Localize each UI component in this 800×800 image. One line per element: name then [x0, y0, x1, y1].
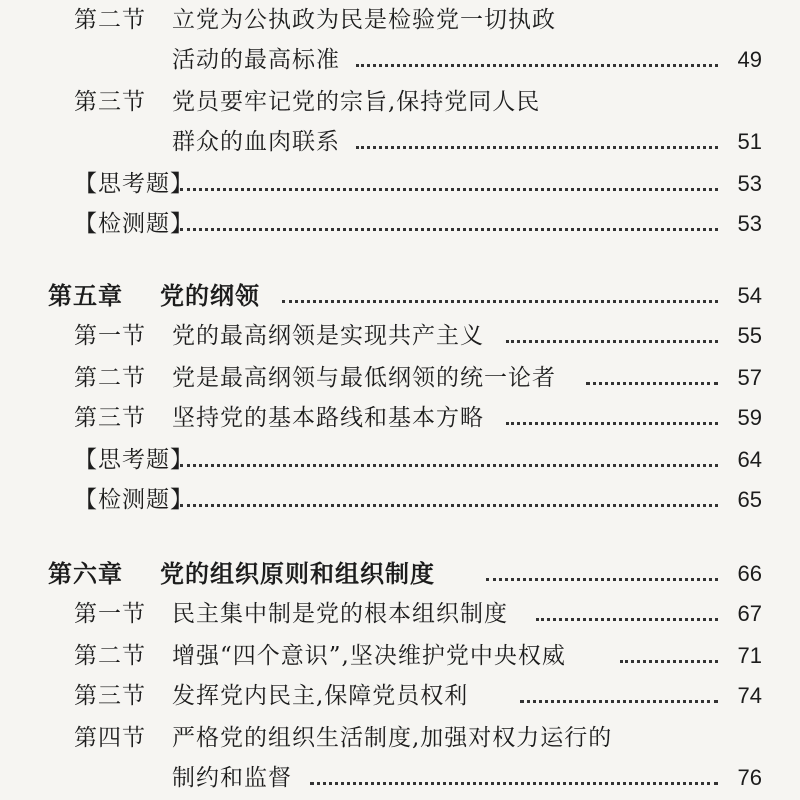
page-number: 71: [737, 643, 762, 668]
leader-dots: [180, 188, 718, 191]
toc-line-sec-2-ch5: [0, 362, 800, 394]
page-number: 64: [737, 447, 762, 472]
toc-line-thinking-questions-ch4: [0, 168, 800, 200]
leader-dots: [486, 578, 718, 581]
section-number: 第二节: [74, 365, 146, 391]
toc-line-sec-2-ch4-cont: [0, 44, 800, 76]
toc-line-test-questions-ch5: [0, 484, 800, 516]
section-title: 党员要牢记党的宗旨,保持党同人民: [172, 89, 541, 115]
leader-dots: [180, 228, 718, 231]
toc-line-sec-2-ch4: [0, 4, 800, 36]
page-number: 65: [737, 487, 762, 512]
toc-line-sec-3-ch4: [0, 86, 800, 118]
section-number: 第三节: [74, 683, 146, 709]
chapter-number: 第六章: [48, 560, 123, 588]
toc-line-sec-3-ch6: [0, 680, 800, 712]
test-questions-label: 【检测题】: [74, 211, 194, 237]
chapter-title: 党的纲领: [160, 282, 260, 310]
leader-dots: [620, 660, 718, 663]
page-number: 67: [737, 601, 762, 626]
section-number: 第一节: [74, 323, 146, 349]
section-number: 第三节: [74, 405, 146, 431]
leader-dots: [506, 340, 718, 343]
chapter-number: 第五章: [48, 282, 123, 310]
chapter-title: 党的组织原则和组织制度: [160, 560, 435, 588]
leader-dots: [586, 382, 718, 385]
section-title: 党的最高纲领是实现共产主义: [172, 323, 484, 349]
page-number: 57: [737, 365, 762, 390]
toc-line-sec-2-ch6: [0, 640, 800, 672]
toc-line-chapter-5: [0, 280, 800, 312]
page-number: 76: [737, 765, 762, 790]
toc-line-sec-4-ch6: [0, 722, 800, 754]
section-title: 民主集中制是党的根本组织制度: [172, 601, 508, 627]
page-number: 53: [737, 171, 762, 196]
page-number: 74: [737, 683, 762, 708]
leader-dots: [180, 504, 718, 507]
section-title: 坚持党的基本路线和基本方略: [172, 405, 484, 431]
section-title-continued: 群众的血肉联系: [172, 129, 340, 155]
section-title-continued: 活动的最高标准: [172, 47, 340, 73]
leader-dots: [180, 464, 718, 467]
section-number: 第四节: [74, 725, 146, 751]
toc-line-test-questions-ch4: [0, 208, 800, 240]
page-number: 66: [737, 561, 762, 586]
page-number: 49: [737, 47, 762, 72]
thinking-questions-label: 【思考题】: [74, 447, 194, 473]
leader-dots: [520, 700, 718, 703]
section-number: 第三节: [74, 89, 146, 115]
toc-line-sec-4-ch6-cont: [0, 762, 800, 794]
leader-dots: [506, 422, 718, 425]
leader-dots: [282, 300, 718, 303]
section-title: 党是最高纲领与最低纲领的统一论者: [172, 365, 556, 391]
section-title-continued: 制约和监督: [172, 765, 292, 791]
leader-dots: [356, 146, 718, 149]
leader-dots: [310, 782, 718, 785]
section-number: 第一节: [74, 601, 146, 627]
section-title: 增强“四个意识”,坚决维护党中央权威: [172, 643, 566, 669]
section-number: 第二节: [74, 643, 146, 669]
page-number: 55: [737, 323, 762, 348]
toc-line-sec-1-ch5: [0, 320, 800, 352]
leader-dots: [536, 618, 718, 621]
section-title: 发挥党内民主,保障党员权利: [172, 683, 469, 709]
page-number: 54: [737, 283, 762, 308]
section-number: 第二节: [74, 7, 146, 33]
toc-line-sec-3-ch5: [0, 402, 800, 434]
toc-line-thinking-questions-ch5: [0, 444, 800, 476]
page-number: 53: [737, 211, 762, 236]
section-title: 立党为公执政为民是检验党一切执政: [172, 7, 556, 33]
page-number: 51: [737, 129, 762, 154]
thinking-questions-label: 【思考题】: [74, 171, 194, 197]
section-title: 严格党的组织生活制度,加强对权力运行的: [172, 725, 613, 751]
test-questions-label: 【检测题】: [74, 487, 194, 513]
toc-line-sec-3-ch4-cont: [0, 126, 800, 158]
toc-line-sec-1-ch6: [0, 598, 800, 630]
toc-line-chapter-6: [0, 558, 800, 590]
page-number: 59: [737, 405, 762, 430]
leader-dots: [356, 64, 718, 67]
